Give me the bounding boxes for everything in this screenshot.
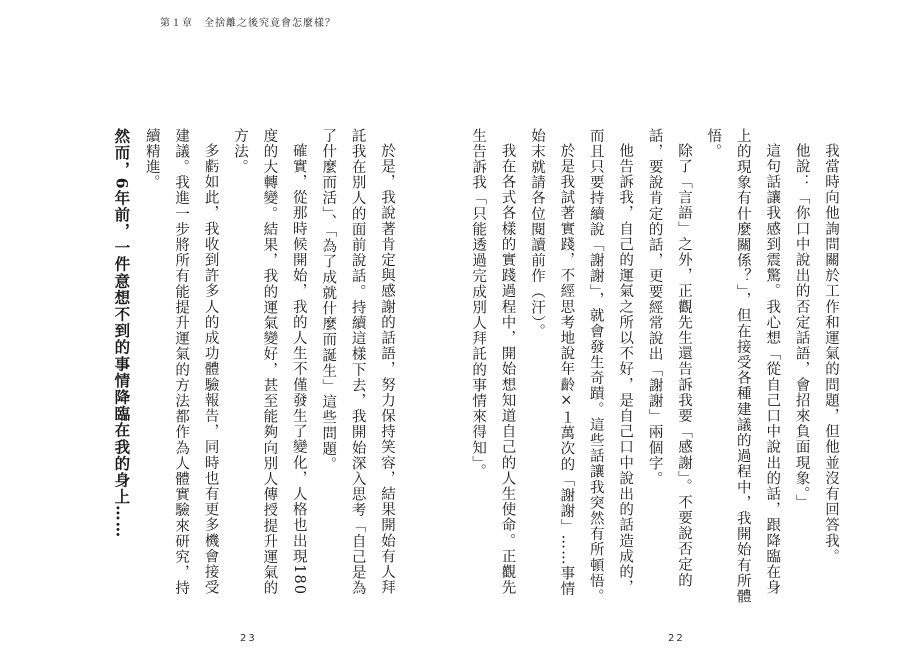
running-head: 第１章 全捨離之後究竟會怎麼樣？ bbox=[160, 18, 336, 29]
right-page-body bbox=[470, 128, 845, 608]
left-page-body bbox=[112, 128, 401, 608]
paragraph: 他說：「你口中說出的否定話語，會招來負面現象。」 bbox=[793, 142, 810, 510]
paragraph: 我在各式各樣的實踐過程中，開始想知道自己的人生使命。正觀先生告訴我「只能透過完成別人拜託的事情來得知」。 bbox=[470, 128, 516, 595]
paragraph: 於是我試著實踐，不經思考地說年齡×１萬次的「謝謝」……事情始末就請各位閱讀前作（汗）。 bbox=[528, 128, 575, 597]
paragraph: 於是，我說著肯定與感謝的話語，努力保持笑容，結果開始有人拜託我在別人的面前說話。持續這樣下去，我開始深入思考「自己是為了什麼而活」、「為了成就什麼而誕生」這些問題。 bbox=[320, 128, 395, 596]
page-number-left: 23 bbox=[240, 633, 257, 644]
paragraph: 這句話讓我感到震驚。我心想「從自己口中說出的話，跟降臨在身上的現象有什麼關係？」，但在接受各種建議的過程中，我開始有所體悟。 bbox=[705, 128, 781, 605]
closing-bold-paragraph: 然而，6年前，一件意想不到的事情降臨在我的身上…… bbox=[112, 128, 132, 539]
paragraph: 確實，從那時候開始，我的人生不僅發生了變化，人格也出現180度的大轉變。結果，我的運氣變好，甚至能夠向別人傳授提升運氣的方法。 bbox=[231, 128, 307, 596]
paragraph: 多虧如此，我收到許多人的成功體驗報告，同時也有更多機會接受建議。我進一步將所有能提升運氣的方法都作為人體實驗來研究，持續精進。 bbox=[143, 128, 219, 596]
page-number-right: 22 bbox=[668, 633, 685, 644]
paragraph: 他告訴我，自己的運氣之所以不好，是自己口中說出的話造成的，而且只要持續說「謝謝」，就會發生奇蹟。這些話讓我突然有所頓悟。 bbox=[587, 128, 634, 605]
paragraph: 我當時向他詢問關於工作和運氣的問題，但他並沒有回答我。 bbox=[823, 142, 839, 564]
paragraph: 除了「言語」之外，正觀先生還告訴我要「感謝」。不要說否定的話，要說肯定的話，更要經常說出「謝謝」兩個字。 bbox=[646, 128, 692, 588]
